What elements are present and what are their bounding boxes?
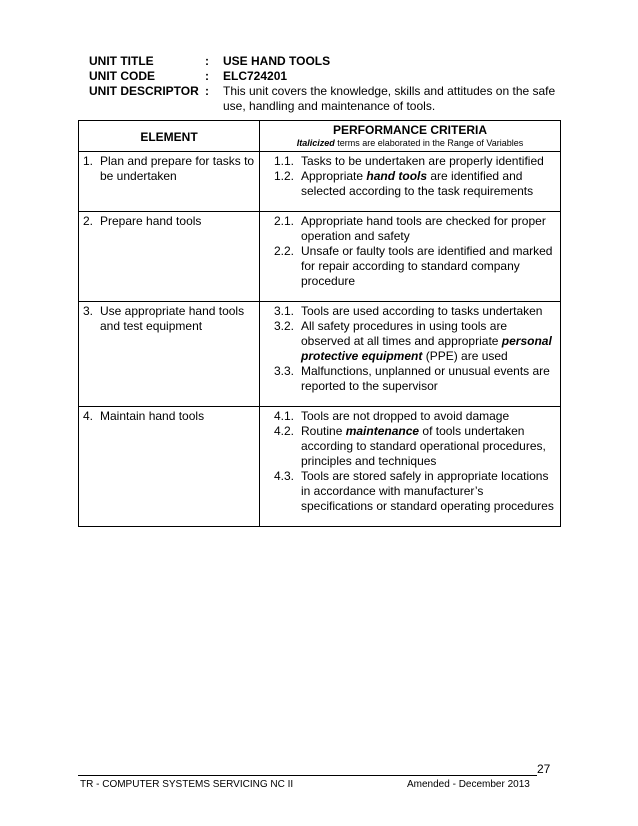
element-number: 2. — [83, 214, 94, 228]
italicized-word: Italicized — [296, 138, 335, 148]
criterion-number: 4.3. — [274, 469, 295, 483]
element-item — [83, 409, 255, 424]
table-row — [79, 152, 561, 212]
criterion-item — [274, 244, 556, 289]
criterion-item — [274, 214, 556, 244]
criterion-text-post: are identified and selected according to the task requirements — [301, 169, 534, 198]
performance-criteria-cell — [260, 212, 561, 302]
criterion-text-pre: Tasks to be undertaken are properly identified — [301, 154, 544, 168]
criterion-number: 3.2. — [274, 319, 295, 333]
criterion-text-pre: Tools are used according to tasks undertaken — [301, 304, 543, 318]
criterion-text-pre: Tools are stored safely in appropriate locations in accordance with manufacturer’s specifications or standard operating procedures — [301, 469, 554, 513]
criterion-text — [301, 409, 509, 424]
criterion-number: 1.1. — [274, 154, 295, 168]
element-text: Prepare hand tools — [100, 214, 202, 228]
criterion-text-post: (PPE) are used — [422, 349, 508, 363]
element-criteria-table — [78, 120, 561, 527]
unit-header — [89, 54, 569, 114]
page-number: 27 — [537, 762, 551, 776]
criterion-text-pre: Unsafe or faulty tools are identified and marked for repair according to standard company procedure — [301, 244, 553, 288]
criterion-item — [274, 424, 556, 469]
criterion-text — [301, 364, 556, 394]
criterion-item — [274, 319, 556, 364]
unit-code-label: UNIT CODE — [89, 69, 155, 83]
unit-descriptor-value: This unit covers the knowledge, skills and attitudes on the safe use, handling and maintenance of tools. — [223, 84, 556, 113]
criterion-text-pre: Routine — [301, 424, 346, 438]
element-item — [83, 304, 255, 334]
element-item — [83, 154, 255, 184]
table-row — [79, 212, 561, 302]
criterion-text — [301, 214, 556, 244]
colon: : — [205, 84, 209, 98]
criterion-text — [301, 169, 556, 199]
criterion-text-pre: Appropriate hand tools are checked for proper operation and safety — [301, 214, 546, 243]
element-text: Plan and prepare for tasks to be undertaken — [100, 154, 255, 183]
element-number: 4. — [83, 409, 94, 423]
performance-criteria-note — [264, 138, 556, 151]
criterion-emphasis: personal protective equipment — [301, 334, 552, 363]
unit-descriptor-label: UNIT DESCRIPTOR — [89, 84, 199, 98]
element-number: 3. — [83, 304, 94, 318]
criterion-number: 4.1. — [274, 409, 295, 423]
performance-criteria-column-header — [260, 121, 561, 152]
criterion-text — [301, 424, 556, 469]
element-cell — [79, 407, 260, 527]
unit-descriptor-row — [89, 84, 569, 114]
criterion-text — [301, 154, 544, 169]
criterion-text — [301, 304, 542, 319]
criterion-text-pre: Malfunctions, unplanned or unusual events are reported to the supervisor — [301, 364, 550, 393]
table-row — [79, 302, 561, 407]
criterion-item — [274, 364, 556, 394]
table-body — [79, 152, 561, 527]
colon: : — [205, 69, 209, 83]
colon: : — [205, 54, 209, 68]
criterion-number: 4.2. — [274, 424, 295, 438]
unit-code-row — [89, 69, 569, 84]
criterion-item — [274, 154, 556, 169]
performance-criteria-cell — [260, 302, 561, 407]
criterion-emphasis: hand tools — [366, 169, 428, 183]
criterion-item — [274, 409, 556, 424]
element-item — [83, 214, 255, 229]
criterion-number: 2.1. — [274, 214, 295, 228]
criterion-number: 3.1. — [274, 304, 295, 318]
unit-code-value: ELC724201 — [223, 69, 288, 83]
criterion-text — [301, 319, 556, 364]
element-text: Use appropriate hand tools and test equipment — [100, 304, 245, 333]
footer-amended-date: Amended - December 2013 — [407, 779, 530, 790]
unit-title-row — [89, 54, 569, 69]
performance-criteria-cell — [260, 152, 561, 212]
performance-criteria-cell — [260, 407, 561, 527]
criterion-text-pre: Appropriate — [301, 169, 367, 183]
element-cell — [79, 302, 260, 407]
criterion-item — [274, 469, 556, 514]
element-number: 1. — [83, 154, 94, 168]
criterion-text-post: of tools undertaken according to standard operational procedures, principles and techniques — [301, 424, 546, 468]
criterion-item — [274, 304, 556, 319]
element-cell — [79, 152, 260, 212]
element-cell — [79, 212, 260, 302]
element-column-header: ELEMENT — [79, 121, 260, 152]
criterion-text-pre: Tools are not dropped to avoid damage — [301, 409, 510, 423]
unit-title-label: UNIT TITLE — [89, 54, 154, 68]
table-header-row — [79, 121, 561, 152]
criterion-text — [301, 244, 556, 289]
criterion-number: 2.2. — [274, 244, 295, 258]
performance-criteria-title: PERFORMANCE CRITERIA — [332, 123, 487, 137]
criterion-text-pre: All safety procedures in using tools are observed at all times and appropriate — [301, 319, 508, 348]
footer-qualification: TR - COMPUTER SYSTEMS SERVICING NC II — [80, 779, 294, 790]
footer-divider — [78, 775, 537, 776]
criterion-text — [301, 469, 556, 514]
criterion-emphasis: maintenance — [345, 424, 420, 438]
unit-title-value: USE HAND TOOLS — [223, 54, 331, 68]
criterion-number: 3.3. — [274, 364, 295, 378]
criterion-number: 1.2. — [274, 169, 295, 183]
criterion-item — [274, 169, 556, 199]
note-rest: terms are elaborated in the Range of Variables — [334, 138, 524, 148]
table-row — [79, 407, 561, 527]
element-text: Maintain hand tools — [100, 409, 205, 423]
